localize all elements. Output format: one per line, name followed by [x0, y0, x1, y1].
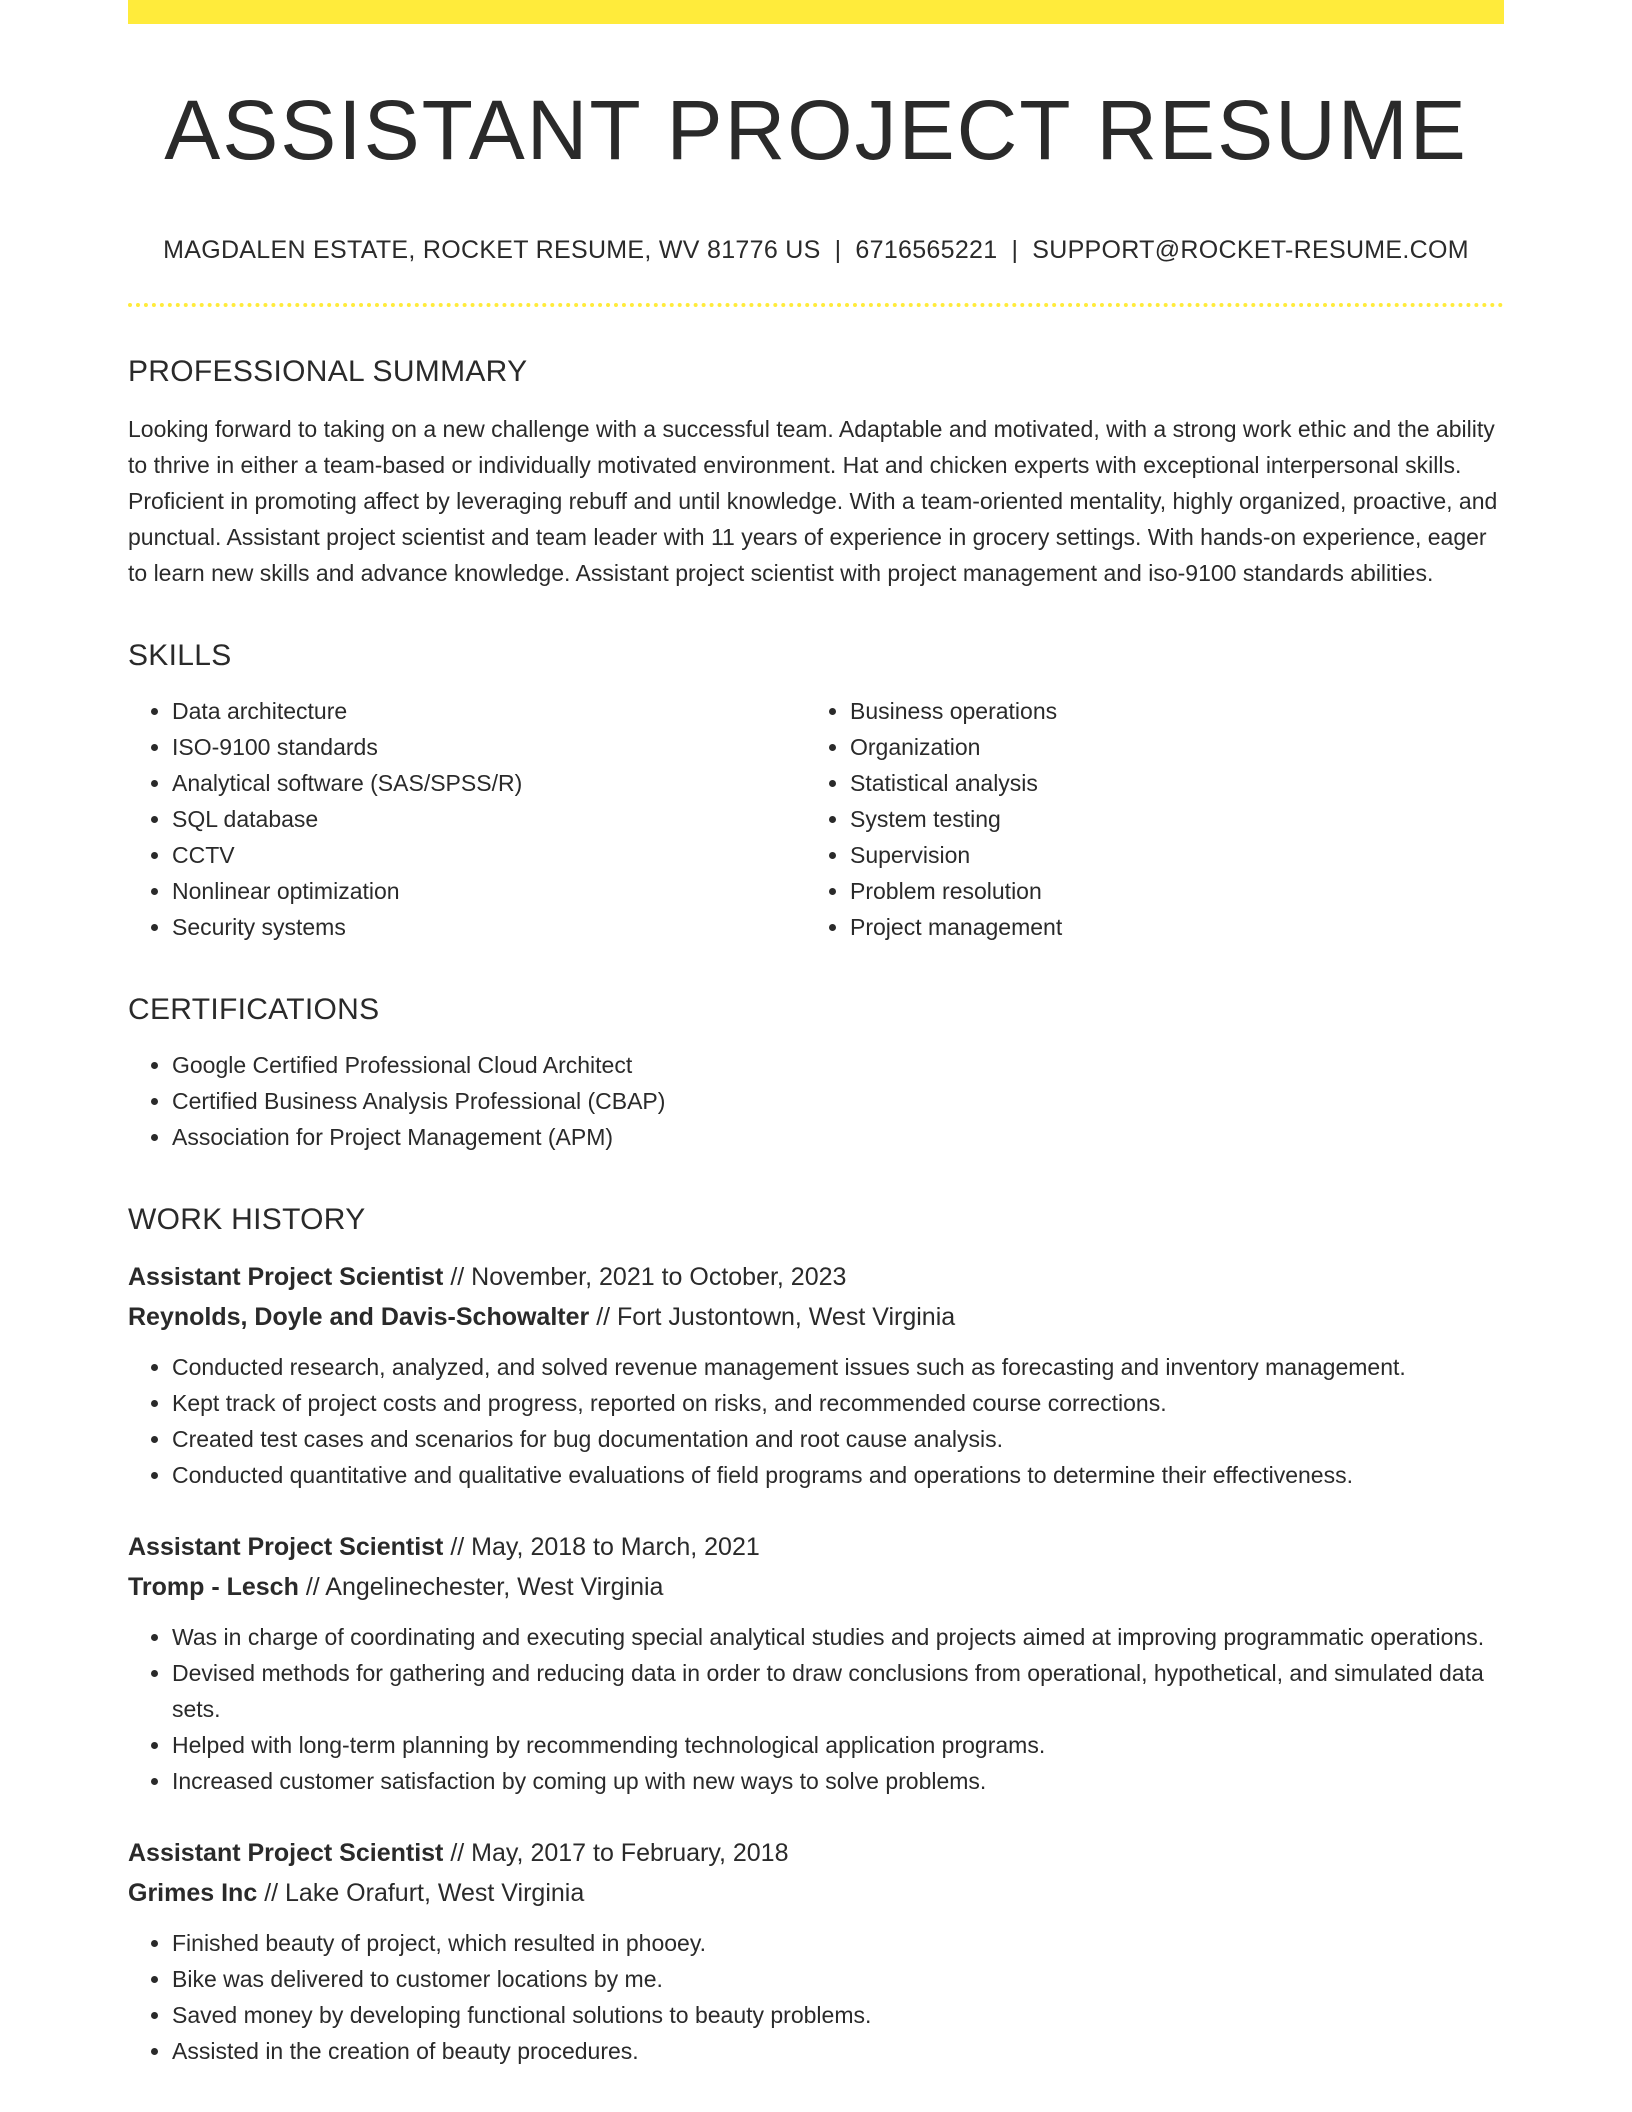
job-dates: // May, 2018 to March, 2021 [450, 1533, 760, 1562]
skill-item: • Business operations [850, 693, 1484, 729]
skills-list-right [806, 693, 1484, 945]
section-heading-skills: SKILLS [128, 639, 232, 673]
skill-item: • Problem resolution [850, 873, 1484, 909]
skill-item: • Organization [850, 729, 1484, 765]
job-duty-item: • Finished beauty of project, which resulted in phooey. [172, 1925, 1504, 1961]
resume-title: ASSISTANT PROJECT RESUME [164, 83, 1468, 177]
job-duty-item: • Saved money by developing functional solutions to beauty problems. [172, 1997, 1504, 2033]
skill-item: • Data architecture [172, 693, 806, 729]
section-heading-work-history: WORK HISTORY [128, 1203, 366, 1237]
job-duty-item: • Bike was delivered to customer locations by me. [172, 1961, 1504, 1997]
contact-phone: 6716565221 [855, 236, 998, 265]
job-duties-list [128, 1349, 1504, 1493]
contact-separator: | [834, 236, 842, 265]
job-duty-item: • Devised methods for gathering and reducing data in order to draw conclusions from operational, hypothetical, and simulated data sets. [172, 1655, 1504, 1727]
skill-item: • Project management [850, 909, 1484, 945]
skill-item: • ISO-9100 standards [172, 729, 806, 765]
job-company-line [128, 1297, 1504, 1337]
dotted-divider [128, 303, 1504, 307]
section-heading-summary: PROFESSIONAL SUMMARY [128, 355, 528, 389]
skills-column-right [806, 673, 1484, 945]
professional-summary-section [128, 355, 1504, 591]
certifications-list [128, 1047, 1504, 1155]
skill-item: • System testing [850, 801, 1484, 837]
skills-column-left [128, 673, 806, 945]
summary-text: Looking forward to taking on a new challenge with a successful team. Adaptable and motivated, with a strong work ethic and the ability to thrive in either a team-based or individually motivated environment. Hat and chicken experts with exceptional interpersonal skills. Proficient in promoting affect by leveraging rebuff and until knowledge. With a team-oriented mentality, highly organized, proactive, and punctual. Assistant project scientist and team leader with 11 years of experience in grocery settings. With hands-on experience, eager to learn new skills and advance knowledge. Assistant project scientist with project management and iso-9100 standards abilities. [128, 416, 1498, 587]
job-title-line [128, 1527, 1504, 1567]
job-company-line [128, 1873, 1504, 1913]
job-duty-item: • Conducted research, analyzed, and solved revenue management issues such as forecasting and inventory management. [172, 1349, 1504, 1385]
job-duties-list [128, 1619, 1504, 1799]
certification-item: • Certified Business Analysis Professional (CBAP) [172, 1083, 1504, 1119]
contact-email: SUPPORT@ROCKET-RESUME.COM [1032, 236, 1469, 265]
section-heading-certifications: CERTIFICATIONS [128, 993, 380, 1027]
job-entry [128, 1257, 1504, 1493]
job-entry [128, 1527, 1504, 1799]
skills-section [128, 639, 1504, 945]
work-history-section [128, 1203, 1504, 2069]
job-title: Assistant Project Scientist [128, 1263, 444, 1292]
skill-item: • Nonlinear optimization [172, 873, 806, 909]
top-accent-bar [128, 0, 1504, 24]
contact-separator: | [1011, 236, 1019, 265]
job-entry [128, 1833, 1504, 2069]
job-duty-item: • Was in charge of coordinating and executing special analytical studies and projects aimed at improving programmatic operations. [172, 1619, 1504, 1655]
job-duty-item: • Increased customer satisfaction by coming up with new ways to solve problems. [172, 1763, 1504, 1799]
skill-item: • SQL database [172, 801, 806, 837]
job-title: Assistant Project Scientist [128, 1533, 444, 1562]
job-title: Assistant Project Scientist [128, 1839, 444, 1868]
certification-item: • Association for Project Management (APM) [172, 1119, 1504, 1155]
job-duty-item: • Assisted in the creation of beauty procedures. [172, 2033, 1504, 2069]
resume-page [128, 0, 1504, 2069]
job-company: Grimes Inc [128, 1879, 258, 1908]
job-duty-item: • Created test cases and scenarios for bug documentation and root cause analysis. [172, 1421, 1504, 1457]
job-company-line [128, 1567, 1504, 1607]
job-duty-item: • Kept track of project costs and progress, reported on risks, and recommended course corrections. [172, 1385, 1504, 1421]
skill-item: • CCTV [172, 837, 806, 873]
job-location: // Fort Justontown, West Virginia [596, 1303, 956, 1332]
job-dates: // May, 2017 to February, 2018 [450, 1839, 789, 1868]
job-location: // Angelinechester, West Virginia [305, 1573, 664, 1602]
skill-item: • Supervision [850, 837, 1484, 873]
certification-item: • Google Certified Professional Cloud Architect [172, 1047, 1504, 1083]
contact-line [128, 236, 1504, 265]
job-company: Reynolds, Doyle and Davis-Schowalter [128, 1303, 590, 1332]
job-company: Tromp - Lesch [128, 1573, 299, 1602]
job-dates: // November, 2021 to October, 2023 [450, 1263, 847, 1292]
job-duties-list [128, 1925, 1504, 2069]
skill-item: • Analytical software (SAS/SPSS/R) [172, 765, 806, 801]
skills-list-left [128, 693, 806, 945]
skill-item: • Statistical analysis [850, 765, 1484, 801]
job-duty-item: • Conducted quantitative and qualitative evaluations of field programs and operations to determine their effectiveness. [172, 1457, 1504, 1493]
contact-address: MAGDALEN ESTATE, ROCKET RESUME, WV 81776 US [163, 236, 821, 265]
certifications-section [128, 993, 1504, 1155]
job-title-line [128, 1257, 1504, 1297]
job-duty-item: • Helped with long-term planning by recommending technological application programs. [172, 1727, 1504, 1763]
skill-item: • Security systems [172, 909, 806, 945]
job-title-line [128, 1833, 1504, 1873]
job-location: // Lake Orafurt, West Virginia [264, 1879, 585, 1908]
skills-grid [128, 673, 1504, 945]
